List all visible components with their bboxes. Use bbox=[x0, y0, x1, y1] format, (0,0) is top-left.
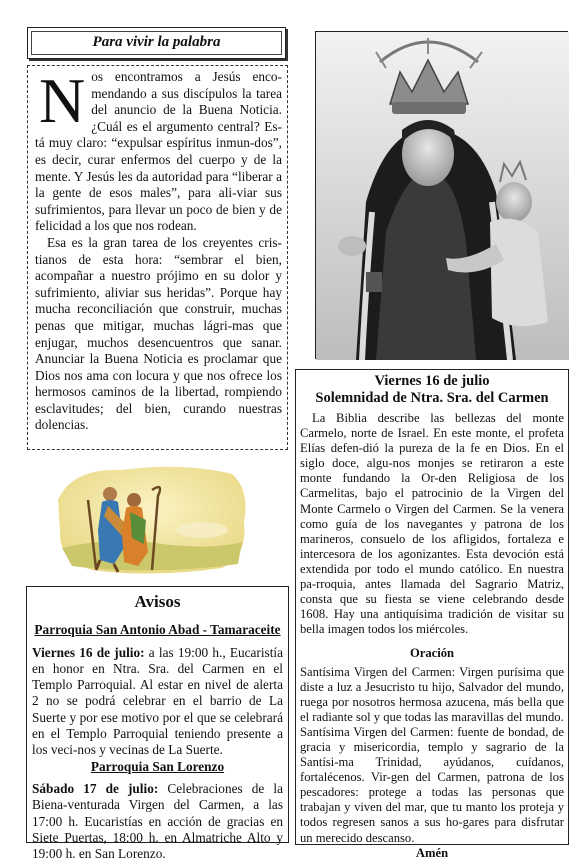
carmen-box bbox=[295, 369, 569, 860]
notice-2-date: Sábado 17 de julio: bbox=[32, 780, 159, 796]
notice-1-date: Viernes 16 de julio: bbox=[32, 644, 145, 660]
notice-1-text: a las 19:00 h., Eucaristía en honor en Ntra. Sra. del Carmen en el Templo Parroquial. Al estar en nivel de alerta 2 no se podrá celebrar en el barrio de La Suerte y por ese motivo por el que se celebrará en el Templo Parroquial teniendo presente a los veci-nos y vecinas de La Suerte. bbox=[32, 644, 284, 758]
drop-cap: N bbox=[39, 65, 86, 136]
prayer-amen: Amén bbox=[415, 845, 449, 860]
reflection-text-1: os encontramos a Jesús enco-mendando a sus discípulos la tarea del anuncio de la Buena Noticia. ¿Cuál es el argumento central? Es-tá muy claro: “expulsar espíritus inmun-dos”, es decir, curar enfermos del cuerpo y de la mente. Y Jesús les da autoridad para “liberar a la gente de esos males”, para ali-viar sus sufrimientos, para llevar un poco de bien y de felicidad a los que nos rodean. bbox=[35, 69, 282, 234]
avisos-box bbox=[26, 586, 289, 862]
parish-heading-san-lorenzo: Parroquia San Lorenzo bbox=[90, 758, 225, 774]
reflection-paragraph-1 bbox=[35, 65, 282, 235]
prayer-title: Oración bbox=[409, 646, 455, 661]
notice-2-text: Celebraciones de la Biena-venturada Virgen del Carmen, a las 17:00 h. Eucaristías en acción de gracias en Siete Puertas, 18:00 h. en Almatriche Alto y 19:00 h. en San Lorenzo. bbox=[32, 780, 283, 862]
section-title: Para vivir la palabra bbox=[92, 34, 221, 50]
reflection-paragraph-2: Esa es la gran tarea de los creyentes cris-tianos de esta hora: “sembrar el bien, acompañar a nuestro prójimo en su dolor y sufrimiento, aliviar sus heridas”. Porque hay mucha reconciliación que construir, muchas penas que mitigar, muchas lágri-mas que enjugar, muchos desencuentros que sanar. Anunciar la Buena Noticia es proclamar que Dios nos ama con locura y que nos ofrece los hermosos caminos de la libertad, rompiendo esclavitudes; del bien, curando nuestras dolencias. bbox=[35, 234, 282, 433]
carmen-title: Solemnidad de Ntra. Sra. del Carmen bbox=[315, 390, 549, 406]
reflection-box bbox=[27, 65, 288, 450]
notice-2 bbox=[32, 781, 283, 862]
carmen-date: Viernes 16 de julio bbox=[374, 373, 490, 389]
avisos-title: Avisos bbox=[134, 592, 181, 611]
disciples-illustration bbox=[52, 460, 252, 578]
virgin-del-carmen-photo bbox=[315, 31, 568, 359]
section-title-box bbox=[27, 27, 286, 59]
parish-heading-san-antonio: Parroquia San Antonio Abad - Tamaraceite bbox=[34, 622, 281, 638]
notice-1 bbox=[32, 645, 283, 759]
prayer-paragraph-2: Santísima Virgen del Carmen: fuente de bondad, de gracia y misericordia, templo y sagrario de la Santísi-ma Trinidad, ayúdanos, cuídanos, fortalécenos. Vir-gen del Carmen, patrona de los pescadores: protege a todas las personas que trabajan y viven del mar, que tu manto los proteja y todos regresen sanos a sus ho-gares para disfrutar un merecido descanso. bbox=[300, 724, 564, 845]
carmen-body: La Biblia describe las bellezas del monte Carmelo, norte de Israel. En este monte, el profeta Elías defen-dió la pureza de la fe en Dios. En el siglo doce, algu-nos monjes se retiraron a este monte fundando la Or-den Religiosa de los Carmelitas, bajo el patrocinio de la Virgen del Monte Carmelo o Virgen del Carmen. Se la venera como guía de los navegantes y patrona de los marineros, consuelo de los afligidos, fortaleza e intercesora de los agonizantes. Esta devoción está extendida por todo el mundo católico. En nuestra pa-rroquia, antes llamada del Sagrario Matriz, consta que su fiesta se viene celebrando desde 1608. Hay una antiquísima tradición de visitar su bella imagen todos los miércoles. bbox=[300, 411, 564, 637]
prayer-paragraph-1: Santísima Virgen del Carmen: Virgen purísima que diste a luz a Jesucristo tu hijo, Salvador del mundo, ruega por nosotros hermosa azucena, más bella que el radiante sol y que todas las maravillas del mundo. bbox=[300, 664, 564, 724]
